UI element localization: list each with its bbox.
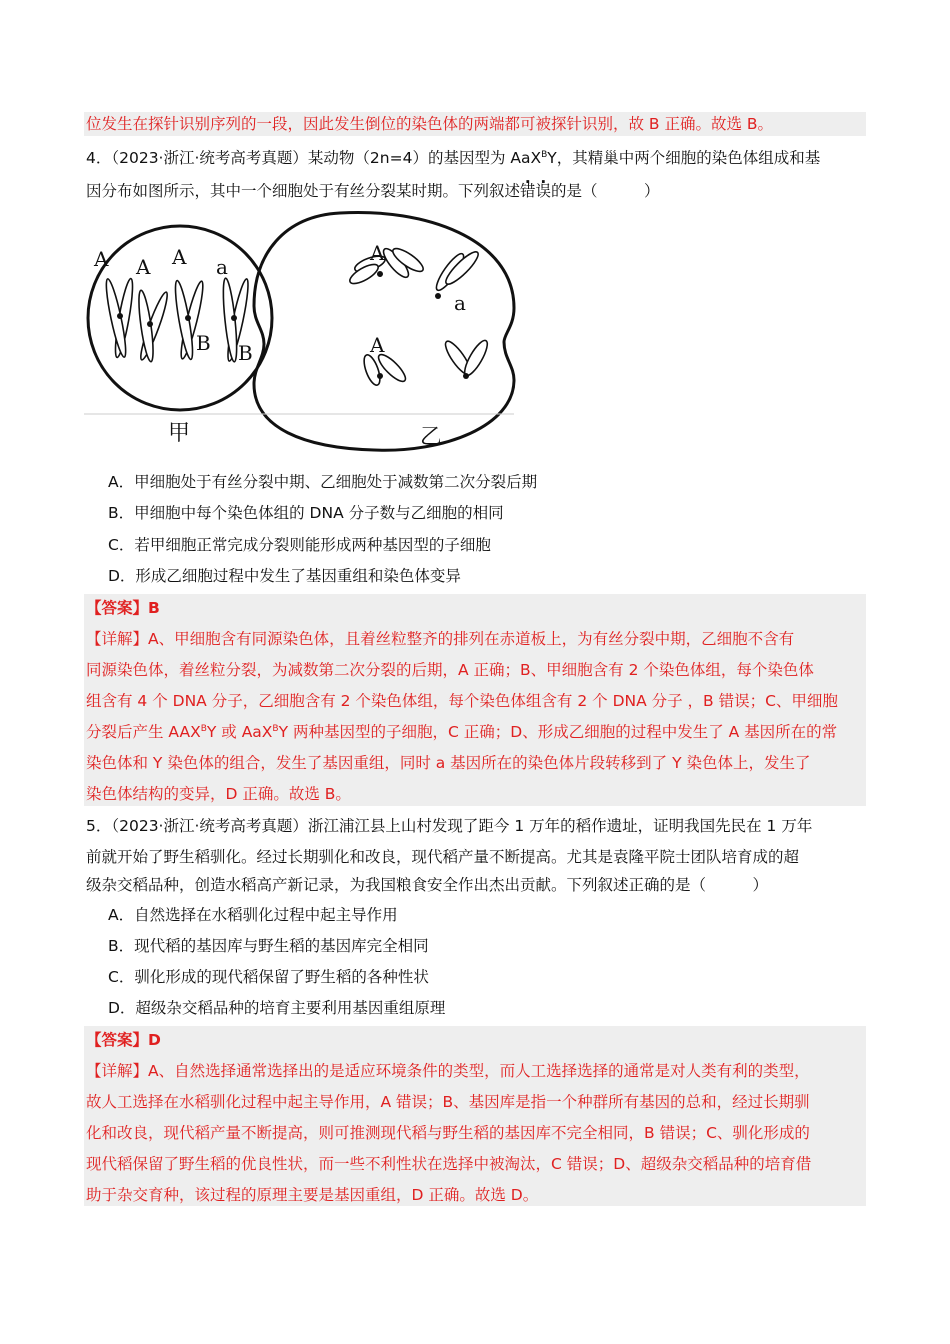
gene-label-A: A (370, 241, 385, 265)
emphasis-char: 误 (535, 182, 552, 200)
q5-answer: 【答案】D (86, 1031, 161, 1049)
cell-jia-chromosomes (103, 278, 252, 363)
q5-detail-line-5: 助于杂交育种，该过程的原理主要是基因重组，D 正确。故选 D。 (86, 1186, 539, 1204)
gene-label-a: a (216, 255, 228, 279)
gene-label-A: A (370, 333, 385, 357)
gene-label-A: A (136, 255, 151, 279)
q4-detail-line-2: 同源染色体，着丝粒分裂，为减数第二次分裂的后期，A 正确；B、甲细胞含有 2 个染色体组，每个染色体 (86, 661, 814, 679)
cell-yi-label: 乙 (420, 425, 443, 450)
cell-jia-label: 甲 (168, 421, 191, 446)
q5-detail-line-3: 化和改良，现代稻产量不断提高，则可推测现代稻与野生稻的基因库不完全相同，B 错误；C、驯化形成的 (86, 1124, 810, 1142)
q4-stem-line-1: 4．（2023·浙江·统考高考真题）某动物（2n=4）的基因型为 AaX$^B$Y，其精巢中两个细胞的染色体组成和基 (86, 149, 821, 167)
q5-detail-line-2: 故人工选择在水稻驯化过程中起主导作用，A 错误；B、基因库是指一个种群所有基因的总和，经过长期驯 (86, 1093, 810, 1111)
q5-stem-line-3: 级杂交稻品种，创造水稻高产新记录，为我国粮食安全作出杰出贡献。下列叙述正确的是（ ） (86, 876, 769, 894)
cell-figure (84, 208, 524, 458)
q4-detail-line-3: 组含有 4 个 DNA 分子，乙细胞含有 2 个染色体组，每个染色体组含有 2 个 DNA 分子 ，B 错误；C、甲细胞 (86, 692, 838, 710)
q4-option-a: A．甲细胞处于有丝分裂中期、乙细胞处于减数第二次分裂后期 (108, 473, 538, 491)
q4-answer: 【答案】B (86, 599, 160, 617)
previous-detail-tail: 位发生在探针识别序列的一段，因此发生倒位的染色体的两端都可被探针识别，故 B 正确。故选 B。 (86, 115, 774, 133)
q5-stem-line-1: 5．（2023·浙江·统考高考真题）浙江浦江县上山村发现了距今 1 万年的稻作遗址，证明我国先民在 1 万年 (86, 817, 813, 835)
q5-option-c: C．驯化形成的现代稻保留了野生稻的各种性状 (108, 968, 429, 986)
q4-detail-line-6: 染色体结构的变异，D 正确。故选 B。 (86, 785, 351, 803)
q5-stem-line-2: 前就开始了野生稻驯化。经过长期驯化和改良，现代稻产量不断提高。尤其是袁隆平院士团队培育成的超 (86, 848, 800, 866)
emphasis-char: 错 (520, 182, 536, 200)
q4-detail-line-5: 染色体和 Y 染色体的组合，发生了基因重组，同时 a 基因所在的染色体片段转移到了 Y 染色体上，发生了 (86, 754, 811, 772)
q4-option-b: B．甲细胞中每个染色体组的 DNA 分子数与乙细胞的相同 (108, 504, 504, 522)
gene-label-B: B (196, 331, 211, 355)
q5-option-a: A．自然选择在水稻驯化过程中起主导作用 (108, 906, 398, 924)
q5-option-b: B．现代稻的基因库与野生稻的基因库完全相同 (108, 937, 429, 955)
gene-label-A: A (94, 247, 109, 271)
q5-detail-line-1: 【详解】A、自然选择通常选择出的是适应环境条件的类型，而人工选择选择的通常是对人类有利的类型， (86, 1062, 810, 1080)
gene-label-B: B (238, 341, 253, 365)
q5-answer-shade (84, 1026, 866, 1206)
q4-detail-line-1: 【详解】A、甲细胞含有同源染色体，且着丝粒整齐的排列在赤道板上，为有丝分裂中期，乙细胞不含有 (86, 630, 795, 648)
gene-label-A: A (172, 245, 187, 269)
gene-label-a: a (454, 291, 466, 315)
cell-jia-centromeres (117, 313, 237, 327)
q4-stem-line-2: 因分布如图所示，其中一个细胞处于有丝分裂某时期。下列叙述错误的是（ ） (86, 182, 660, 200)
q5-detail-line-4: 现代稻保留了野生稻的优良性状，而一些不利性状在选择中被淘汰，C 错误；D、超级杂交稻品种的培育借 (86, 1155, 812, 1173)
q4-option-c: C．若甲细胞正常完成分裂则能形成两种基因型的子细胞 (108, 536, 491, 554)
q4-option-d: D．形成乙细胞过程中发生了基因重组和染色体变异 (108, 567, 461, 585)
q5-option-d: D．超级杂交稻品种的培育主要利用基因重组原理 (108, 999, 446, 1017)
q4-detail-line-4: 分裂后产生 $AAX^BY$ 或 AaX$^B$Y 两种基因型的子细胞，C 正确；D、形成乙细胞的过程中发生了 A 基因所在的常 (86, 723, 838, 741)
